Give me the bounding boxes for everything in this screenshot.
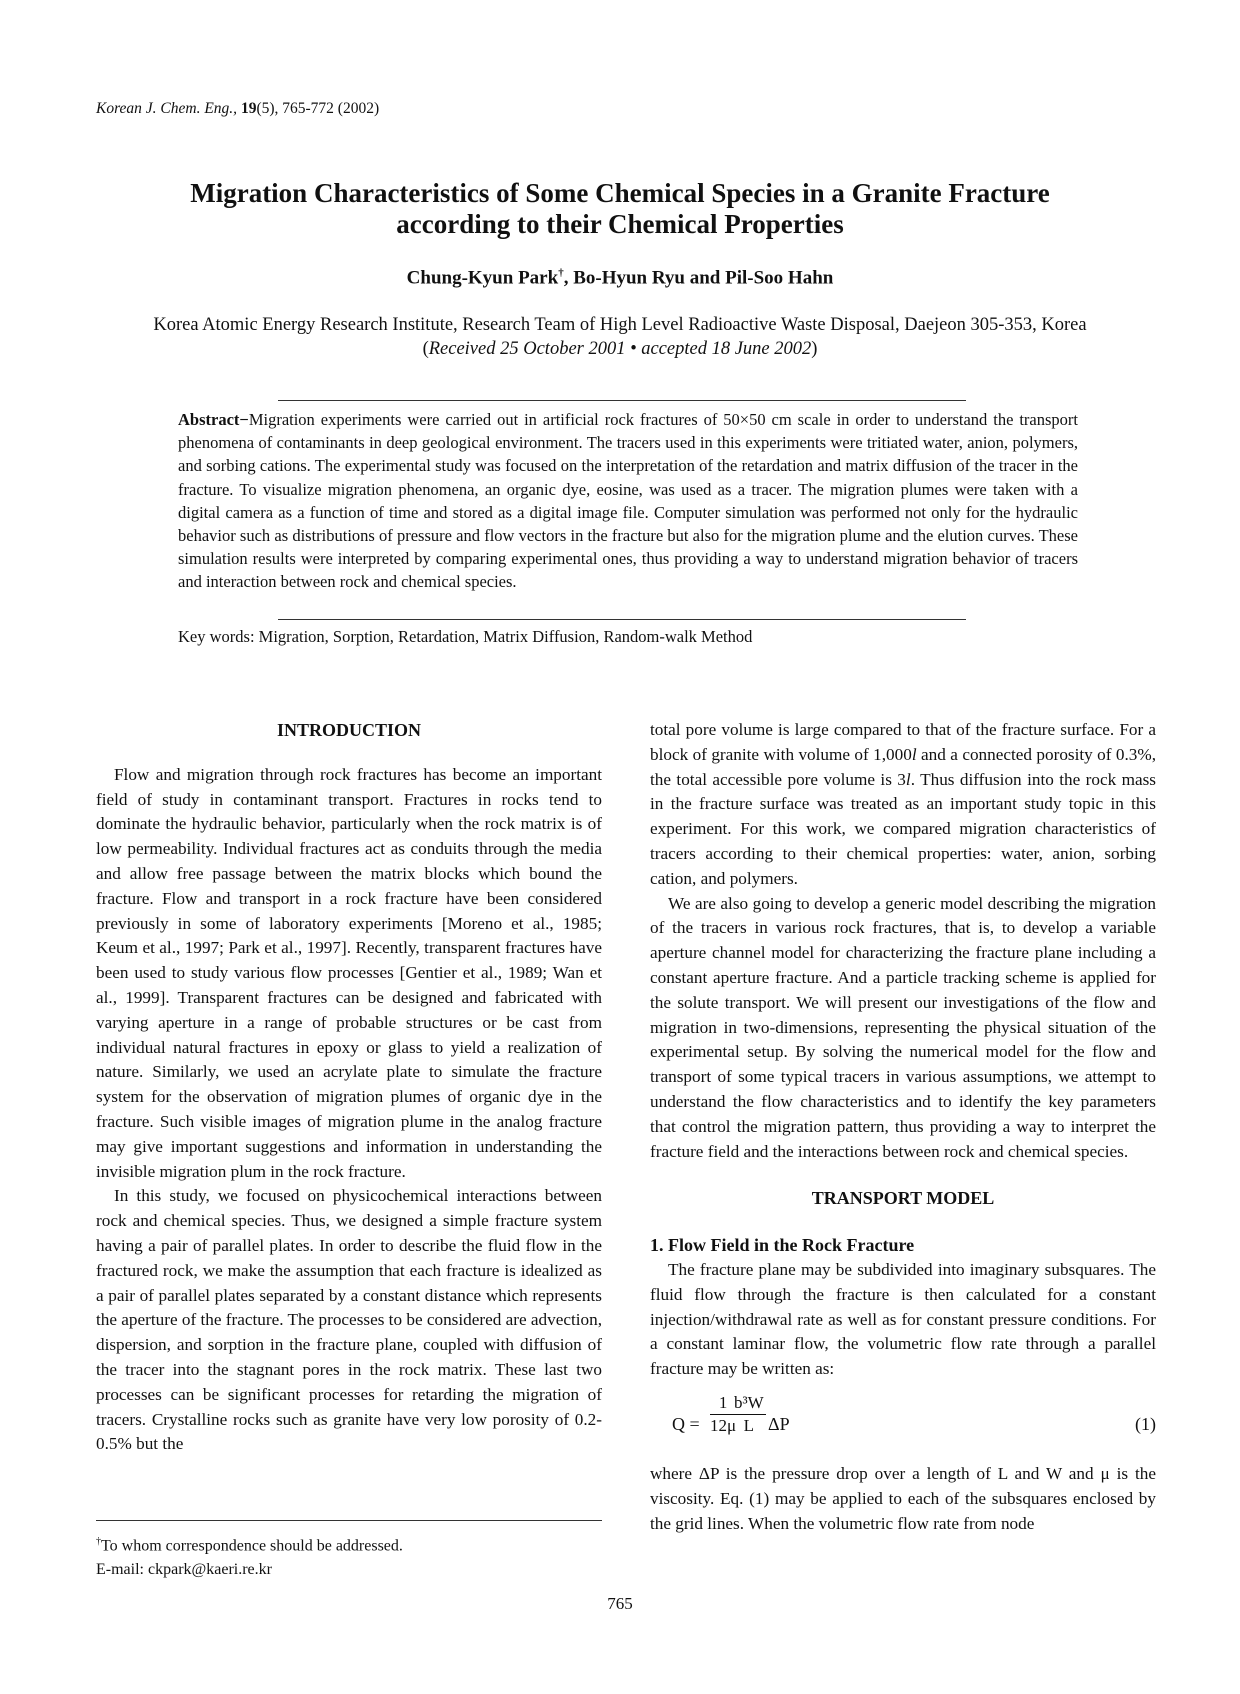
left-column xyxy=(96,718,602,1457)
keywords: Key words: Migration, Sorption, Retardation, Matrix Diffusion, Random-walk Method xyxy=(178,627,753,646)
footnote-rule xyxy=(96,1520,602,1521)
journal-issue-pages: (5), 765-772 (2002) xyxy=(256,100,380,117)
intro-heading: INTRODUCTION xyxy=(276,720,422,740)
author-list xyxy=(120,267,1120,289)
footnote: †To whom correspondence should be addressed. E-mail: ckpark@kaeri.re.kr xyxy=(96,1530,403,1582)
received-text: Received 25 October 2001 • accepted 18 June 2002 xyxy=(428,339,812,359)
abstract xyxy=(178,408,1078,594)
journal-name: Korean J. Chem. Eng., xyxy=(96,100,238,117)
title-line-2: according to their Chemical Properties xyxy=(396,209,844,239)
journal-volume: 19 xyxy=(240,100,257,117)
author-rest: , Bo-Hyun Ryu and Pil-Soo Hahn xyxy=(563,267,834,289)
page-number: 765 xyxy=(607,1594,633,1613)
eq-lhs: Q = xyxy=(672,1413,700,1434)
transport-paragraph-1: The fracture plane may be subdivided into imaginary subsquares. The fluid flow through the fracture is then calculated for a constant injection/withdrawal rate as well as for constant pressure conditions. For a constant laminar flow, the volumetric flow rate through a parallel fracture may be written as: xyxy=(650,1259,1156,1379)
journal-reference xyxy=(96,100,379,118)
flow-field-subheading: 1. Flow Field in the Rock Fracture xyxy=(650,1235,915,1256)
received-dates: (Received 25 October 2001 • accepted 18 June 2002) xyxy=(422,339,818,359)
transport-heading: TRANSPORT MODEL xyxy=(811,1188,995,1209)
abstract-bottom-rule xyxy=(278,619,966,620)
corresponding-dagger: † xyxy=(558,267,564,279)
eq-fraction-1: $\frac{1}{12\mu}$ xyxy=(710,1392,737,1435)
intro-paragraph-1: Flow and migration through rock fractures has become an important field of study in contaminant transport. Fractures in rocks tend to dominate the hydraulic behavior, particularly when the rock matrix is of low permeability. Individual fractures act as conduits through the media and allow free passage between the matrix blocks which bound the fracture. Flow and transport in a rock fracture have been considered previously in some of laboratory experiments [Moreno et al., 1985; Keum et al., 1997; Park et al., 1997]. Recently, transparent fractures have been used to study various flow processes [Gentier et al., 1989; Wan et al., 1999]. Transparent fractures can be designed and fabricated with varying aperture in a range of probable structures or be cast from individual natural fractures in epoxy or glass to yield a realization of nature. Similarly, we used an acrylate plate to simulate the fracture system for the observation of migration plumes of organic dye in the fracture. Such visible images of migration plume in the analog fracture may give important suggestions and information in understanding the invisible migration plum in the rock fracture. xyxy=(96,764,602,1181)
affiliation-block xyxy=(90,313,1150,361)
abstract-top-rule xyxy=(278,400,966,401)
affiliation: Korea Atomic Energy Research Institute, Research Team of High Level Radioactive Waste Disposal, Daejeon 305-353, Korea xyxy=(153,315,1087,335)
title-line-1: Migration Characteristics of Some Chemical Species in a Granite Fracture xyxy=(190,178,1050,208)
transport-paragraph-2: where ΔP is the pressure drop over a length of L and W and μ is the viscosity. Eq. (1) may be applied to each of the subsquares enclosed by the grid lines. When the volumetric flow rate from node xyxy=(650,1463,1156,1533)
right-column xyxy=(650,718,1156,1536)
intro-paragraph-2: In this study, we focused on physicochemical interactions between rock and chemical species. Thus, we designed a simple fracture system having a pair of parallel plates. In order to describe the fluid flow in the fractured rock, we make the assumption that each fracture is idealized as a pair of parallel plates separated by a constant distance which represents the aperture of the fracture. The processes to be considered are advection, dispersion, and sorption in the fracture plane, coupled with diffusion of the tracer into the stagnant pores in the rock matrix. These last two processes can be significant processes for retarding the migration of tracers. Crystalline rocks such as granite have very low porosity of 0.2-0.5% but the xyxy=(96,1186,602,1454)
footnote-correspondence: To whom correspondence should be addressed. xyxy=(101,1537,403,1555)
footnote-email: E-mail: ckpark@kaeri.re.kr xyxy=(96,1561,272,1579)
paper-title xyxy=(120,178,1120,240)
eq-fraction-2: $\frac{\text{b³W}}{L}$ xyxy=(734,1392,764,1435)
eq-number: (1) xyxy=(1135,1413,1156,1434)
abstract-label: Abstract xyxy=(178,410,240,429)
intro-paragraph-3: total pore volume is large compared to that of the fracture surface. For a block of granite with volume of 1,000l and a connected porosity of 0.3%, the total accessible pore volume is 3l. Thus diffusion into the rock mass in the fracture surface was treated as an important study topic in this experiment. For this work, we compared migration characteristics of tracers according to their chemical properties: water, anion, sorbing cation, and polymers. xyxy=(650,720,1156,888)
eq-delta-p: ΔP xyxy=(768,1413,790,1434)
abstract-text: Migration experiments were carried out in artificial rock fractures of 50×50 cm scale in order to understand the transport phenomena of contaminants in deep geological environment. The tracers used in this experiments were tritiated water, anion, polymers, and sorbing cations. The experimental study was focused on the interpretation of the retardation and matrix diffusion of the tracer in the fracture. To visualize migration phenomena, an organic dye, eosine, was used as a tracer. The migration plumes were taken with a digital camera as a function of time and stored as a digital image file. Computer simulation was performed not only for the hydraulic behavior such as distributions of pressure and flow vectors in the fracture but also for the migration plume and the elution curves. These simulation results were interpreted by comparing experimental ones, thus providing a way to understand migration behavior of tracers and interaction between rock and chemical species. xyxy=(178,410,1078,592)
intro-paragraph-4: We are also going to develop a generic model describing the migration of the tracers in various rock fractures, that is, to develop a variable aperture channel model for characterizing the fracture plane including a constant aperture fracture. And a particle tracking scheme is applied for the solute transport. We will present our investigations of the flow and migration in two-dimensions, representing the physical situation of the experimental setup. By solving the numerical model for the flow and transport of some typical tracers in various assumptions, we attempt to understand the flow characteristics and to identify the key parameters that control the migration pattern, thus providing a way to interpret the fracture field and the interactions between rock and chemical species. xyxy=(650,893,1156,1161)
author-first: Chung-Kyun Park xyxy=(406,267,559,289)
equation-1 xyxy=(650,1392,1156,1452)
abstract-dash: − xyxy=(239,410,249,429)
